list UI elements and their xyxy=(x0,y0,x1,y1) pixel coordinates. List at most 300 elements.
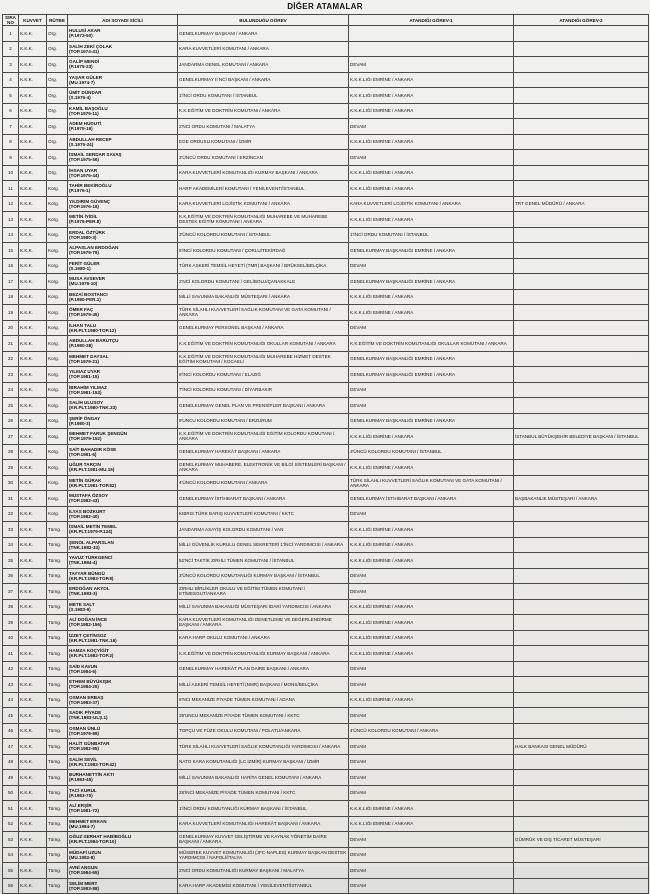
table-row xyxy=(3,878,649,894)
cell-atandigi-gorev-2 xyxy=(514,382,649,398)
cell-sira-no: 23 xyxy=(3,367,19,383)
cell-atandigi-gorev-2 xyxy=(514,506,649,522)
cell-kuvvet: K.K.K. xyxy=(19,785,47,801)
cell-atandigi-gorev-1: K.K.K.LIĞI EMRİNE / ANKARA xyxy=(349,615,514,631)
cell-kuvvet: K.K.K. xyxy=(19,646,47,662)
header-sira-no: SIRA NO xyxy=(3,15,19,26)
cell-bulundugu-gorev: K.K.EĞİTİM VE DOKTRİN KOMUTANI / ANKARA xyxy=(178,103,349,119)
cell-sira-no: 25 xyxy=(3,398,19,414)
cell-adi-soyadi: ALİ DOĞAN İNCE (TOP.1982-156) xyxy=(68,615,178,631)
cell-adi-soyadi: FERİT GÜLER (S.1980-1) xyxy=(68,258,178,274)
table-row xyxy=(3,584,649,600)
cell-atandigi-gorev-2 xyxy=(514,630,649,646)
cell-sira-no: 46 xyxy=(3,723,19,739)
cell-rutbe: Tümg. xyxy=(47,708,68,724)
cell-bulundugu-gorev: 52'NCİ TAKTİK ZIRHLI TÜMEN KOMUTANI / İSTANBUL xyxy=(178,553,349,569)
cell-adi-soyadi: YILDIRIM GÜVENÇ (TOP.1976-18) xyxy=(68,196,178,212)
cell-atandigi-gorev-1: DEVAM xyxy=(349,150,514,166)
cell-bulundugu-gorev: HARP AKADEMİLERİ KOMUTANI / YENİLEVENT/İSTANBUL xyxy=(178,181,349,197)
cell-bulundugu-gorev: GENELKURMAY PERSONEL BAŞKANI / ANKARA xyxy=(178,320,349,336)
table-row xyxy=(3,708,649,724)
cell-rutbe: Tümg. xyxy=(47,692,68,708)
cell-bulundugu-gorev: 3'ÜNCÜ KOLORDU KOMUTANLIĞI KURMAY BAŞKANI / İSTANBUL xyxy=(178,568,349,584)
table-row xyxy=(3,785,649,801)
cell-adi-soyadi: OSMAN ERBAŞ (TOP.1983-37) xyxy=(68,692,178,708)
cell-rutbe: Tümg. xyxy=(47,661,68,677)
cell-atandigi-gorev-1 xyxy=(349,26,514,42)
cell-sira-no: 8 xyxy=(3,134,19,150)
cell-kuvvet: K.K.K. xyxy=(19,491,47,507)
cell-rutbe: Korg. xyxy=(47,398,68,414)
cell-sira-no: 10 xyxy=(3,165,19,181)
cell-adi-soyadi: HAMZA KOÇYİĞİT (KR.PLT.1982-TOP.2) xyxy=(68,646,178,662)
cell-bulundugu-gorev: MİLLİ GÜVENLİK KURULU GENEL SEKRETERİ 1'İNCİ YARDIMCISI / ANKARA xyxy=(178,537,349,553)
document-title: DİĞER ATAMALAR xyxy=(287,2,363,11)
cell-sira-no: 40 xyxy=(3,630,19,646)
table-row xyxy=(3,630,649,646)
cell-rutbe: Korg. xyxy=(47,212,68,228)
cell-rutbe: Tümg. xyxy=(47,537,68,553)
cell-sira-no: 42 xyxy=(3,661,19,677)
cell-kuvvet: K.K.K. xyxy=(19,816,47,832)
cell-atandigi-gorev-2 xyxy=(514,367,649,383)
cell-atandigi-gorev-2 xyxy=(514,537,649,553)
table-row xyxy=(3,801,649,817)
cell-atandigi-gorev-2 xyxy=(514,785,649,801)
cell-sira-no: 6 xyxy=(3,103,19,119)
cell-sira-no: 4 xyxy=(3,72,19,88)
cell-adi-soyadi: BURHANETTİN AKTI (P.1983-45) xyxy=(68,770,178,786)
cell-kuvvet: K.K.K. xyxy=(19,832,47,848)
cell-bulundugu-gorev: MİLLİ ASKERİ TEMSİL HEYETİ (NMR) BAŞKANI / MONS/BELÇİKA xyxy=(178,677,349,693)
cell-sira-no: 47 xyxy=(3,739,19,755)
cell-sira-no: 15 xyxy=(3,243,19,259)
table-body xyxy=(3,26,649,894)
cell-atandigi-gorev-2: BAŞBAKANLIK MÜSTEŞARI / ANKARA xyxy=(514,491,649,507)
cell-bulundugu-gorev: K.K.EĞİTİM VE DOKTRİN KOMUTANLIĞI MUHAREBE HİZMET DESTEK EĞİTİM KOMUTANI / KOCAELİ xyxy=(178,351,349,367)
cell-atandigi-gorev-2 xyxy=(514,553,649,569)
cell-kuvvet: K.K.K. xyxy=(19,754,47,770)
cell-adi-soyadi: İHSAN UYAR (TOP.1976-44) xyxy=(68,165,178,181)
cell-atandigi-gorev-1: DEVAM xyxy=(349,506,514,522)
table-row xyxy=(3,26,649,42)
cell-bulundugu-gorev: MÜSEREK KUVVET KOMUTANLIĞI (JFC-NAPLES) KURMAY BAŞKAN DESTEK YARDIMCISI / NAPOLİ/İTALYA xyxy=(178,847,349,863)
cell-adi-soyadi: TACİ KURUL (P.1983-70) xyxy=(68,785,178,801)
cell-atandigi-gorev-2 xyxy=(514,243,649,259)
cell-atandigi-gorev-2 xyxy=(514,119,649,135)
cell-rutbe: Tümg. xyxy=(47,863,68,879)
cell-sira-no: 30 xyxy=(3,475,19,491)
cell-atandigi-gorev-1: DEVAM xyxy=(349,320,514,336)
cell-bulundugu-gorev: 1'İNCİ ORDU KOMUTANLIĞI KURMAY BAŞKANI / İSTANBUL xyxy=(178,801,349,817)
cell-kuvvet: K.K.K. xyxy=(19,351,47,367)
cell-kuvvet: K.K.K. xyxy=(19,553,47,569)
cell-atandigi-gorev-1: DEVAM xyxy=(349,661,514,677)
cell-adi-soyadi: MEHMET ERKAN (MU.1984-7) xyxy=(68,816,178,832)
cell-rutbe: Korg. xyxy=(47,351,68,367)
cell-adi-soyadi: ALPASLAN ERDOĞAN (TOP.1979-79) xyxy=(68,243,178,259)
table-row xyxy=(3,816,649,832)
cell-bulundugu-gorev: GENELKURMAY HAREKÂT PLAN DAİRE BAŞKANI / ANKARA xyxy=(178,661,349,677)
cell-atandigi-gorev-1: K.K.K.LIĞI EMRİNE / ANKARA xyxy=(349,801,514,817)
cell-bulundugu-gorev: JANDARMA ASAYİŞ KOLORDU KOMUTANI / VAN xyxy=(178,522,349,538)
cell-atandigi-gorev-1: K.K.K.LIĞI EMRİNE / ANKARA xyxy=(349,103,514,119)
cell-bulundugu-gorev: KIBRIS TÜRK BARIŞ KUVVETLERİ KOMUTANI / KKTC xyxy=(178,506,349,522)
cell-atandigi-gorev-1: DEVAM xyxy=(349,584,514,600)
cell-kuvvet: K.K.K. xyxy=(19,367,47,383)
cell-sira-no: 13 xyxy=(3,212,19,228)
cell-adi-soyadi: TAYYAR BÜNGÜ (KR.PLT.1983-TOP.8) xyxy=(68,568,178,584)
cell-adi-soyadi: ERDOĞAN AKYOL (TNK.1983-3) xyxy=(68,584,178,600)
cell-bulundugu-gorev: ZIRHLI BİRLİKLER OKULU VE EĞİTİM TÜMEN KOMUTANI / ETİMESGUT/ANKARA xyxy=(178,584,349,600)
cell-atandigi-gorev-1: DEVAM xyxy=(349,398,514,414)
cell-adi-soyadi: YAVUZ TÜRKGENCİ (TNK.1984-4) xyxy=(68,553,178,569)
table-row xyxy=(3,41,649,57)
table-row xyxy=(3,460,649,476)
table-row xyxy=(3,475,649,491)
cell-atandigi-gorev-2: GÜMRÜK VE DIŞ TİCARET MÜSTEŞARI xyxy=(514,832,649,848)
cell-kuvvet: K.K.K. xyxy=(19,26,47,42)
cell-atandigi-gorev-1: K.K.EĞİTİM VE DOKTRİN KOMUTANLIĞI OKULLAR KOMUTANI / ANKARA xyxy=(349,336,514,352)
cell-rutbe: Korg. xyxy=(47,413,68,429)
cell-atandigi-gorev-1: K.K.K.LIĞI EMRİNE / ANKARA xyxy=(349,289,514,305)
table-row xyxy=(3,289,649,305)
cell-adi-soyadi: İZZET ÇETİNSOZ (KR.PLT.1981-TNK.16) xyxy=(68,630,178,646)
cell-atandigi-gorev-1: DEVAM xyxy=(349,57,514,73)
cell-atandigi-gorev-1: TÜRK SİLAHLI KUVVETLERİ SAĞLIK KOMUTANI VE GATA KOMUTANI / ANKARA xyxy=(349,475,514,491)
cell-rutbe: Korg. xyxy=(47,258,68,274)
cell-adi-soyadi: SADIK PİYADE (TNK.1983-ULŞ.1) xyxy=(68,708,178,724)
cell-atandigi-gorev-1: 1'İNCİ ORDU KOMUTANI / İSTANBUL xyxy=(349,227,514,243)
cell-atandigi-gorev-2 xyxy=(514,227,649,243)
table-row xyxy=(3,258,649,274)
table-row xyxy=(3,398,649,414)
cell-rutbe: Tümg. xyxy=(47,584,68,600)
table-row xyxy=(3,88,649,104)
cell-atandigi-gorev-1: DEVAM xyxy=(349,119,514,135)
table-row xyxy=(3,134,649,150)
cell-bulundugu-gorev: GENELKURMAY GENEL PLAN VE PRENSİPLER BAŞKANI / ANKARA xyxy=(178,398,349,414)
cell-adi-soyadi: ADEM HUDUTİ (P.1975-16) xyxy=(68,119,178,135)
cell-adi-soyadi: İSMAİL METİN TEMEL (KR.PLT.1979-P.124) xyxy=(68,522,178,538)
cell-adi-soyadi: SAİT BAHADIR KÖSE (TOP.1981-6) xyxy=(68,444,178,460)
cell-bulundugu-gorev: MİLLİ SAVUNMA BAKANLIĞI HARİTA GENEL KOMUTANI / ANKARA xyxy=(178,770,349,786)
cell-bulundugu-gorev: 4'ÜNCÜ KOLORDU KOMUTANI / ANKARA xyxy=(178,475,349,491)
cell-atandigi-gorev-1: 4'ÜNCÜ KOLORDU KOMUTANI / ANKARA xyxy=(349,723,514,739)
cell-atandigi-gorev-2 xyxy=(514,816,649,832)
cell-kuvvet: K.K.K. xyxy=(19,630,47,646)
cell-rutbe: Korg. xyxy=(47,227,68,243)
cell-atandigi-gorev-1: K.K.K.LIĞI EMRİNE / ANKARA xyxy=(349,646,514,662)
table-row xyxy=(3,57,649,73)
cell-atandigi-gorev-1: K.K.K.LIĞI EMRİNE / ANKARA xyxy=(349,630,514,646)
cell-atandigi-gorev-2 xyxy=(514,88,649,104)
cell-bulundugu-gorev: 39'UNCU MEKANİZE PİYADE TÜMEN KOMUTANI / KKTC xyxy=(178,708,349,724)
header-atandigi-gorev-1: ATANDIĞI GÖREV-1 xyxy=(349,15,514,26)
cell-adi-soyadi: HULUSİ AKAR (P.1973-50) xyxy=(68,26,178,42)
table-row xyxy=(3,367,649,383)
cell-atandigi-gorev-1: K.K.K.LIĞI EMRİNE / ANKARA xyxy=(349,429,514,445)
table-row xyxy=(3,165,649,181)
table-row xyxy=(3,863,649,879)
cell-bulundugu-gorev: K.K.EĞİTİM VE DOKTRİN KOMUTANLIĞI EĞİTİM KOLORDU KOMUTANI / ANKARA xyxy=(178,429,349,445)
cell-adi-soyadi: YAŞAR GÜLER (MU.1974-7) xyxy=(68,72,178,88)
cell-atandigi-gorev-2 xyxy=(514,754,649,770)
header-kuvvet: KUVVET xyxy=(19,15,47,26)
cell-atandigi-gorev-1: DEVAM xyxy=(349,708,514,724)
cell-sira-no: 16 xyxy=(3,258,19,274)
cell-kuvvet: K.K.K. xyxy=(19,537,47,553)
cell-atandigi-gorev-2 xyxy=(514,522,649,538)
cell-rutbe: Tümg. xyxy=(47,785,68,801)
cell-sira-no: 43 xyxy=(3,677,19,693)
cell-kuvvet: K.K.K. xyxy=(19,227,47,243)
cell-atandigi-gorev-2 xyxy=(514,568,649,584)
cell-adi-soyadi: OSMAN ÜNLÜ (TOP.1979-89) xyxy=(68,723,178,739)
cell-kuvvet: K.K.K. xyxy=(19,382,47,398)
cell-sira-no: 9 xyxy=(3,150,19,166)
table-row xyxy=(3,615,649,631)
cell-kuvvet: K.K.K. xyxy=(19,258,47,274)
cell-atandigi-gorev-1: 3'ÜNCÜ KOLORDU KOMUTANI / İSTANBUL xyxy=(349,444,514,460)
cell-sira-no: 26 xyxy=(3,413,19,429)
cell-kuvvet: K.K.K. xyxy=(19,863,47,879)
cell-sira-no: 3 xyxy=(3,57,19,73)
cell-atandigi-gorev-2 xyxy=(514,398,649,414)
cell-atandigi-gorev-2 xyxy=(514,413,649,429)
table-row xyxy=(3,692,649,708)
cell-atandigi-gorev-2 xyxy=(514,305,649,321)
cell-bulundugu-gorev: TÜRK SİLAHLI KUVVETLERİ SAĞLIK KOMUTANLIĞI YARDIMCISI / ANKARA xyxy=(178,739,349,755)
cell-kuvvet: K.K.K. xyxy=(19,212,47,228)
cell-atandigi-gorev-1: GENELKURMAY BAŞKANLIĞI EMRİNE / ANKARA xyxy=(349,274,514,290)
cell-bulundugu-gorev: KARA HARP OKULU KOMUTANI / ANKARA xyxy=(178,630,349,646)
cell-rutbe: Korg. xyxy=(47,460,68,476)
cell-atandigi-gorev-1: K.K.K.LIĞI EMRİNE / ANKARA xyxy=(349,181,514,197)
cell-kuvvet: K.K.K. xyxy=(19,723,47,739)
table-row xyxy=(3,119,649,135)
cell-rutbe: Tümg. xyxy=(47,801,68,817)
cell-atandigi-gorev-1: K.K.K.LIĞI EMRİNE / ANKARA xyxy=(349,816,514,832)
cell-rutbe: Tümg. xyxy=(47,522,68,538)
cell-sira-no: 17 xyxy=(3,274,19,290)
cell-atandigi-gorev-1: GENELKURMAY BAŞKANLIĞI EMRİNE / ANKARA xyxy=(349,413,514,429)
table-row xyxy=(3,150,649,166)
cell-rutbe: Korg. xyxy=(47,506,68,522)
cell-atandigi-gorev-1: DEVAM xyxy=(349,754,514,770)
table-row xyxy=(3,274,649,290)
cell-adi-soyadi: SELİM MERT (TOP.1983-88) xyxy=(68,878,178,894)
table-row xyxy=(3,491,649,507)
cell-sira-no: 21 xyxy=(3,336,19,352)
cell-sira-no: 11 xyxy=(3,181,19,197)
cell-bulundugu-gorev: GENELKURMAY MUHABERE, ELEKTRONİK VE BİLGİ SİSTEMLERİ BAŞKANI / ANKARA xyxy=(178,460,349,476)
cell-atandigi-gorev-1: DEVAM xyxy=(349,677,514,693)
cell-atandigi-gorev-1: DEVAM xyxy=(349,785,514,801)
cell-kuvvet: K.K.K. xyxy=(19,661,47,677)
header-bulundugu-gorev: BULUNDUĞU GÖREV xyxy=(178,15,349,26)
cell-atandigi-gorev-2 xyxy=(514,661,649,677)
cell-rutbe: Tümg. xyxy=(47,878,68,894)
cell-rutbe: Tümg. xyxy=(47,847,68,863)
cell-atandigi-gorev-2 xyxy=(514,150,649,166)
cell-kuvvet: K.K.K. xyxy=(19,460,47,476)
cell-adi-soyadi: HALİT GÜNBATAR (TOP.1982-95) xyxy=(68,739,178,755)
cell-adi-soyadi: ABDULLAH RECEP (S.1975-24) xyxy=(68,134,178,150)
table-row xyxy=(3,537,649,553)
table-row xyxy=(3,568,649,584)
cell-kuvvet: K.K.K. xyxy=(19,429,47,445)
cell-atandigi-gorev-2 xyxy=(514,677,649,693)
cell-kuvvet: K.K.K. xyxy=(19,165,47,181)
cell-adi-soyadi: KAMİL BAŞOĞLU (TOP.1975-11) xyxy=(68,103,178,119)
cell-sira-no: 22 xyxy=(3,351,19,367)
cell-adi-soyadi: BEZAİ BOSTANCI (P.1980-PER.1) xyxy=(68,289,178,305)
cell-atandigi-gorev-2 xyxy=(514,351,649,367)
cell-atandigi-gorev-2 xyxy=(514,212,649,228)
cell-adi-soyadi: ÜMİT DÜNDAR (S.1975-4) xyxy=(68,88,178,104)
table-row xyxy=(3,382,649,398)
table-header-row xyxy=(3,15,649,26)
cell-atandigi-gorev-2 xyxy=(514,320,649,336)
cell-atandigi-gorev-1: K.K.K.LIĞI EMRİNE / ANKARA xyxy=(349,692,514,708)
cell-atandigi-gorev-1: GENELKURMAY BAŞKANLIĞI EMRİNE / ANKARA xyxy=(349,351,514,367)
cell-kuvvet: K.K.K. xyxy=(19,444,47,460)
cell-kuvvet: K.K.K. xyxy=(19,506,47,522)
cell-kuvvet: K.K.K. xyxy=(19,584,47,600)
cell-rutbe: Org. xyxy=(47,88,68,104)
cell-rutbe: Org. xyxy=(47,72,68,88)
cell-rutbe: Korg. xyxy=(47,491,68,507)
cell-atandigi-gorev-2 xyxy=(514,336,649,352)
cell-rutbe: Tümg. xyxy=(47,739,68,755)
cell-bulundugu-gorev: GENELKURMAY KUVVET GELİŞTİRME VE KAYNAK YÖNETİM DAİRE BAŞKANI / ANKARA xyxy=(178,832,349,848)
cell-atandigi-gorev-2 xyxy=(514,801,649,817)
cell-kuvvet: K.K.K. xyxy=(19,41,47,57)
cell-atandigi-gorev-1: DEVAM xyxy=(349,863,514,879)
cell-kuvvet: K.K.K. xyxy=(19,398,47,414)
cell-rutbe: Korg. xyxy=(47,475,68,491)
cell-kuvvet: K.K.K. xyxy=(19,615,47,631)
cell-kuvvet: K.K.K. xyxy=(19,770,47,786)
cell-rutbe: Korg. xyxy=(47,429,68,445)
cell-atandigi-gorev-1: DEVAM xyxy=(349,878,514,894)
cell-bulundugu-gorev: TÜRK ASKERİ TEMSİL HEYETİ (TMR) BAŞKANI / BRÜKSEL/BELÇİKA xyxy=(178,258,349,274)
cell-adi-soyadi: ETHEM BÜYÜKIŞIK (TOP.1984-25) xyxy=(68,677,178,693)
cell-adi-soyadi: İBRAHİM YILMAZ (TOP.1981-153) xyxy=(68,382,178,398)
table-row xyxy=(3,72,649,88)
cell-adi-soyadi: ŞENOL ALPARSLAN (TNK.1982-33) xyxy=(68,537,178,553)
cell-adi-soyadi: METE SALT (S.1983-9) xyxy=(68,599,178,615)
cell-bulundugu-gorev: 28'İNCİ MEKANİZE PİYADE TÜMEN KOMUTANI / KKTC xyxy=(178,785,349,801)
cell-bulundugu-gorev: K.K.EĞİTİM VE DOKTRİN KOMUTANLIĞI OKULLAR KOMUTANI / ANKARA xyxy=(178,336,349,352)
cell-sira-no: 54 xyxy=(3,847,19,863)
cell-rutbe: Org. xyxy=(47,119,68,135)
cell-bulundugu-gorev: GENELKURMAY HAREKÂT BAŞKANI / ANKARA xyxy=(178,444,349,460)
cell-adi-soyadi: MEHMET DAYSAL (TOP.1979-21) xyxy=(68,351,178,367)
table-row xyxy=(3,227,649,243)
cell-kuvvet: K.K.K. xyxy=(19,72,47,88)
cell-kuvvet: K.K.K. xyxy=(19,739,47,755)
cell-kuvvet: K.K.K. xyxy=(19,57,47,73)
cell-sira-no: 14 xyxy=(3,227,19,243)
cell-sira-no: 34 xyxy=(3,537,19,553)
cell-kuvvet: K.K.K. xyxy=(19,150,47,166)
cell-adi-soyadi: TAHİR BEKİROĞLU (P.1976-1) xyxy=(68,181,178,197)
cell-bulundugu-gorev: 6'NCI MEKANİZE PİYADE TÜMEN KOMUTANI / ADANA xyxy=(178,692,349,708)
cell-bulundugu-gorev: 2'NCİ ORDU KOMUTANLIĞI KURMAY BAŞKANI / MALATYA xyxy=(178,863,349,879)
cell-rutbe: Korg. xyxy=(47,305,68,321)
cell-sira-no: 20 xyxy=(3,320,19,336)
table-row xyxy=(3,212,649,228)
cell-atandigi-gorev-1: K.K.K.LIĞI EMRİNE / ANKARA xyxy=(349,212,514,228)
cell-atandigi-gorev-1: K.K.K.LIĞI EMRİNE / ANKARA xyxy=(349,72,514,88)
cell-sira-no: 2 xyxy=(3,41,19,57)
cell-rutbe: Tümg. xyxy=(47,568,68,584)
table-row xyxy=(3,351,649,367)
table-row xyxy=(3,181,649,197)
cell-rutbe: Tümg. xyxy=(47,646,68,662)
cell-sira-no: 45 xyxy=(3,708,19,724)
cell-atandigi-gorev-1: K.K.K.LIĞI EMRİNE / ANKARA xyxy=(349,553,514,569)
cell-adi-soyadi: METİN GÜRAK (KR.PLT.1981-TOP.82) xyxy=(68,475,178,491)
cell-atandigi-gorev-2 xyxy=(514,615,649,631)
cell-atandigi-gorev-2 xyxy=(514,289,649,305)
cell-rutbe: Tümg. xyxy=(47,553,68,569)
cell-adi-soyadi: ERDAL ÖZTÜRK (TOP.1980-3) xyxy=(68,227,178,243)
cell-adi-soyadi: ÖMER FAÇ (TOP.1979-45) xyxy=(68,305,178,321)
cell-kuvvet: K.K.K. xyxy=(19,336,47,352)
cell-atandigi-gorev-2 xyxy=(514,57,649,73)
cell-sira-no: 29 xyxy=(3,460,19,476)
cell-sira-no: 50 xyxy=(3,785,19,801)
cell-rutbe: Tümg. xyxy=(47,832,68,848)
table-row xyxy=(3,723,649,739)
cell-atandigi-gorev-2 xyxy=(514,103,649,119)
cell-bulundugu-gorev: NATO KARA KOMUTANLIĞI (LC İZMİR) KURMAY BAŞKANI / İZMİR xyxy=(178,754,349,770)
cell-kuvvet: K.K.K. xyxy=(19,289,47,305)
cell-sira-no: 27 xyxy=(3,429,19,445)
cell-atandigi-gorev-2 xyxy=(514,878,649,894)
cell-atandigi-gorev-2 xyxy=(514,444,649,460)
cell-atandigi-gorev-2 xyxy=(514,708,649,724)
table-row xyxy=(3,103,649,119)
cell-atandigi-gorev-1: K.K.K.LIĞI EMRİNE / ANKARA xyxy=(349,165,514,181)
cell-kuvvet: K.K.K. xyxy=(19,320,47,336)
cell-bulundugu-gorev: 8'İNCİ KOLORDU KOMUTANI / ELAZIĞ xyxy=(178,367,349,383)
cell-atandigi-gorev-2 xyxy=(514,692,649,708)
cell-atandigi-gorev-1 xyxy=(349,41,514,57)
cell-adi-soyadi: UĞUR TARÇIN (KR.PLT.1981-MU.15) xyxy=(68,460,178,476)
cell-bulundugu-gorev: GENELKURMAY II NCİ BAŞKANI / ANKARA xyxy=(178,72,349,88)
cell-sira-no: 5 xyxy=(3,88,19,104)
cell-kuvvet: K.K.K. xyxy=(19,103,47,119)
cell-kuvvet: K.K.K. xyxy=(19,196,47,212)
cell-rutbe: Korg. xyxy=(47,289,68,305)
cell-adi-soyadi: İLHAN TALU (KR.PLT.1980-TOP.12) xyxy=(68,320,178,336)
cell-rutbe: Org. xyxy=(47,41,68,57)
cell-rutbe: Korg. xyxy=(47,196,68,212)
cell-kuvvet: K.K.K. xyxy=(19,305,47,321)
cell-kuvvet: K.K.K. xyxy=(19,847,47,863)
table-row xyxy=(3,444,649,460)
cell-kuvvet: K.K.K. xyxy=(19,88,47,104)
cell-adi-soyadi: MEHMET FARUK ŞENGÜN (TOP.1979-152) xyxy=(68,429,178,445)
cell-bulundugu-gorev: 3'ÜNCÜ KOLORDU KOMUTANI / İSTANBUL xyxy=(178,227,349,243)
cell-rutbe: Korg. xyxy=(47,320,68,336)
cell-atandigi-gorev-2 xyxy=(514,460,649,476)
cell-sira-no: 48 xyxy=(3,754,19,770)
